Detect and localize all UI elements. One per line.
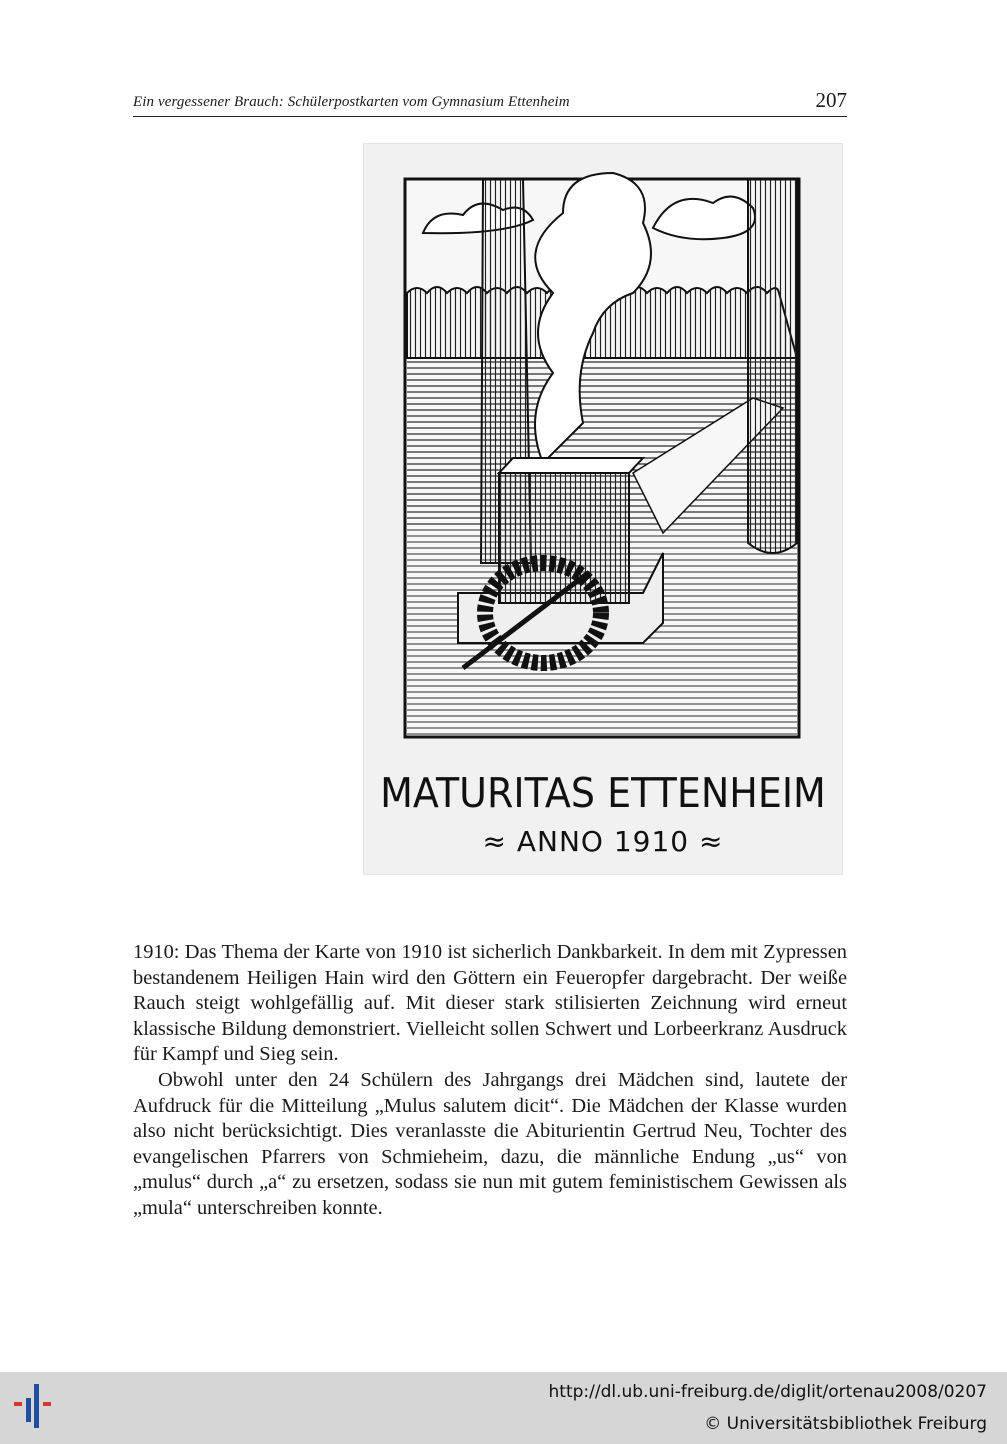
postcard-year: ≈ ANNO 1910 ≈ <box>482 825 724 858</box>
paragraph-1: 1910: Das Thema der Karte von 1910 ist sicherlich Dankbarkeit. In dem mit Zypressen bestandenem Heiligen Hain wird den Göttern ein Feueropfer dargebracht. Der weiße Rauch steigt wohlgefällig auf. Mit dieser stark stilisierten Zeichnung wird erneut klassische Bildung demonstriert. Vielleicht sollen Schwert und Lorbeerkranz Ausdruck für Kampf und Sieg sein. <box>133 941 847 1066</box>
paragraph-2: Obwohl unter den 24 Schülern des Jahrgangs drei Mädchen sind, lautete der Aufdruck für die Mitteilung „Mulus salutem dicit“. Die Mädchen der Klasse wurden also nicht berücksichtigt. Dies veranlasste die Abiturientin Gertrud Neu, Tochter des evangelischen Pfarrers von Schmieheim, dazu, die männliche Endung „us“ von „mulus“ durch „a“ zu ersetzen, sodass sie nun mit gutem feministischem Gewissen als „mula“ unterschreiben konnte. <box>133 1068 847 1219</box>
body-text <box>133 940 847 1222</box>
postcard-illustration <box>363 143 843 875</box>
document-url-link[interactable]: http://dl.ub.uni-freiburg.de/diglit/ortenau2008/0207 <box>548 1382 987 1402</box>
altar-top <box>499 458 643 473</box>
altar-block <box>499 473 629 603</box>
postcard-title: MATURITAS ETTENHEIM <box>380 769 826 817</box>
running-header <box>133 86 847 117</box>
cypress-right <box>748 179 797 553</box>
footer-bar <box>0 1372 1007 1444</box>
postcard-drawing <box>363 143 843 875</box>
page-number: 207 <box>815 88 847 112</box>
copyright-notice: © Universitätsbibliothek Freiburg <box>704 1414 987 1434</box>
running-title: Ein vergessener Brauch: Schülerpostkarten vom Gymnasium Ettenheim <box>133 94 570 110</box>
university-library-logo-icon <box>12 1380 64 1432</box>
